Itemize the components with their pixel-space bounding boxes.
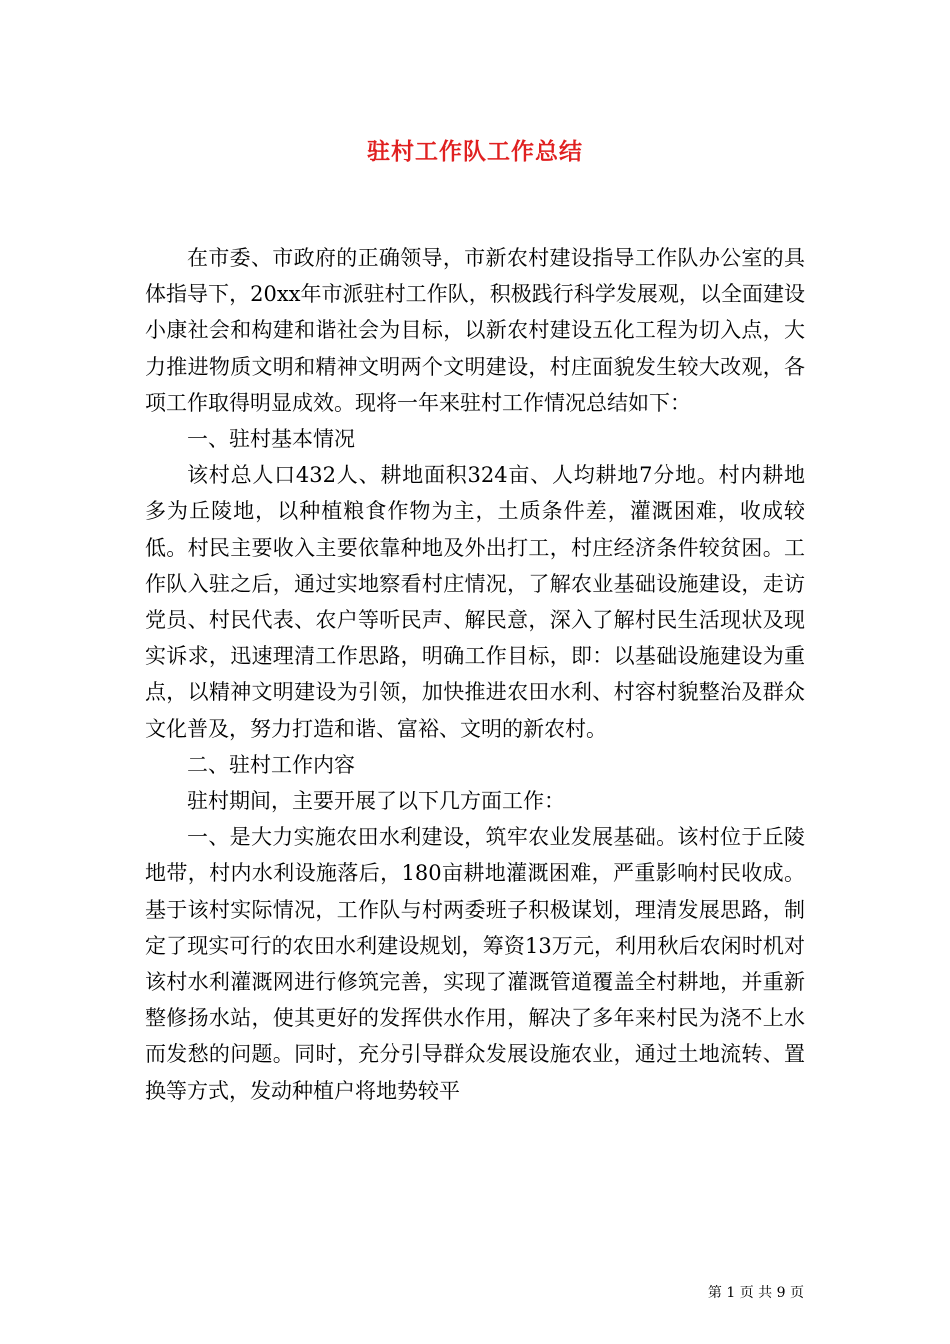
paragraph-basic-situation: 该村总人口432人、耕地面积324亩、人均耕地7分地。村内耕地多为丘陵地，以种植粮食作物为主，土质条件差，灌溉困难，收成较低。村民主要收入主要依靠种地及外出打工，村庄经济条件较贫困。工作队入驻之后，通过实地察看村庄情况，了解农业基础设施建设，走访党员、村民代表、农户等听民声、解民意，深入了解村民生活现状及现实诉求，迅速理清工作思路，明确工作目标，即：以基础设施建设为重点，以精神文明建设为引领，加快推进农田水利、村容村貌整治及群众文化普及，努力打造和谐、富裕、文明的新农村。 (145, 463, 805, 741)
paragraph-irrigation: 一、是大力实施农田水利建设，筑牢农业发展基础。该村位于丘陵地带，村内水利设施落后，180亩耕地灌溉困难，严重影响村民收成。基于该村实际情况，工作队与村两委班子积极谋划，理清发展思路，制定了现实可行的农田水利建设规划，筹资13万元，利用秋后农闲时机对该村水利灌溉网进行修筑完善，实现了灌溉管道覆盖全村耕地，并重新整修扬水站，使其更好的发挥供水作用，解决了多年来村民为浇不上水而发愁的问题。同时，充分引导群众发展设施农业，通过土地流转、置换等方式，发动种植户将地势较平 (145, 825, 805, 1103)
paragraph-work-intro: 驻村期间，主要开展了以下几方面工作： (187, 789, 565, 814)
page-number: 第 1 页 共 9 页 (707, 1285, 804, 1301)
page-title: 驻村工作队工作总结 (367, 138, 583, 165)
paragraph-intro: 在市委、市政府的正确领导，市新农村建设指导工作队办公室的具体指导下，20xx年市派驻村工作队，积极践行科学发展观，以全面建设小康社会和构建和谐社会为目标，以新农村建设五化工程为切入点，大力推进物质文明和精神文明两个文明建设，村庄面貌发生较大改观，各项工作取得明显成效。现将一年来驻村工作情况总结如下： (145, 246, 805, 415)
section-heading-basic-situation: 一、驻村基本情况 (187, 427, 355, 452)
document-body (145, 240, 805, 1109)
section-heading-work-content: 二、驻村工作内容 (187, 752, 355, 777)
